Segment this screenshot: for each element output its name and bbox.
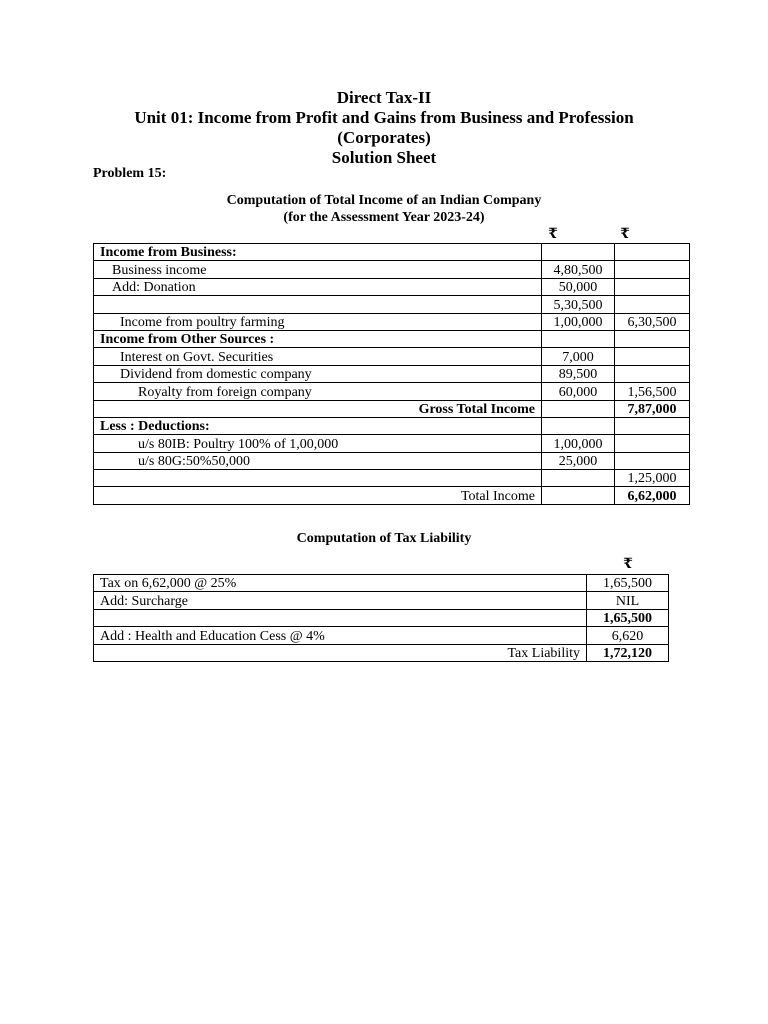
- amount-cell: 1,00,000: [542, 435, 615, 452]
- tax-heading: Computation of Tax Liability: [296, 531, 472, 546]
- amount-cell: [542, 417, 615, 434]
- total-cell: [615, 261, 690, 278]
- row-label: Tax on 6,62,000 @ 25%: [94, 575, 587, 592]
- table-row: [94, 417, 690, 434]
- total-cell: 7,87,000: [615, 400, 690, 417]
- document-title: [0, 88, 768, 168]
- table-row: [94, 383, 690, 400]
- row-label: u/s 80G:50%50,000: [94, 452, 542, 469]
- amount-cell: 60,000: [542, 383, 615, 400]
- amount-cell: 1,65,500: [587, 575, 669, 592]
- total-cell: [615, 348, 690, 365]
- amount-cell: NIL: [587, 592, 669, 609]
- table-row: [94, 452, 690, 469]
- amount-cell: [542, 487, 615, 504]
- row-label: Less : Deductions:: [94, 417, 542, 434]
- total-cell: [615, 452, 690, 469]
- amount-cell: [542, 470, 615, 487]
- row-label: u/s 80IB: Poultry 100% of 1,00,000: [94, 435, 542, 452]
- amount-cell: [542, 400, 615, 417]
- problem-label: Problem 15:: [93, 166, 167, 181]
- table-row: [94, 609, 669, 626]
- rupee-icon: ₹: [620, 227, 630, 242]
- title-line-3: (Corporates): [337, 128, 431, 147]
- row-label: Add: Surcharge: [94, 592, 587, 609]
- total-cell: [615, 244, 690, 261]
- row-label: Total Income: [94, 487, 542, 504]
- table-row: [94, 278, 690, 295]
- total-cell: [615, 417, 690, 434]
- amount-cell: [542, 330, 615, 347]
- amount-cell: 1,00,000: [542, 313, 615, 330]
- total-cell: [615, 435, 690, 452]
- table-row: [94, 261, 690, 278]
- total-cell: [615, 278, 690, 295]
- row-label: Gross Total Income: [94, 400, 542, 417]
- total-cell: [615, 296, 690, 313]
- table-row: [94, 627, 669, 644]
- row-label: Add: Donation: [94, 278, 542, 295]
- table-row: [94, 365, 690, 382]
- table-row: [94, 330, 690, 347]
- rupee-icon: ₹: [548, 227, 558, 242]
- total-cell: 6,62,000: [615, 487, 690, 504]
- row-label: Business income: [94, 261, 542, 278]
- table-row: [94, 575, 669, 592]
- income-subheading: (for the Assessment Year 2023-24): [283, 210, 485, 225]
- amount-cell: 6,620: [587, 627, 669, 644]
- tax-liability-table: [93, 574, 669, 662]
- table-row: [94, 313, 690, 330]
- table-row: [94, 592, 669, 609]
- row-label: Income from poultry farming: [94, 313, 542, 330]
- amount-cell: [542, 244, 615, 261]
- row-label: Add : Health and Education Cess @ 4%: [94, 627, 587, 644]
- amount-cell: 4,80,500: [542, 261, 615, 278]
- title-line-4: Solution Sheet: [331, 148, 437, 167]
- total-cell: [615, 330, 690, 347]
- row-label: Interest on Govt. Securities: [94, 348, 542, 365]
- amount-cell: 25,000: [542, 452, 615, 469]
- title-line-2: Unit 01: Income from Profit and Gains from Business and Profession: [134, 108, 634, 127]
- table-row: [94, 400, 690, 417]
- table-row: [94, 644, 669, 661]
- row-label: Income from Business:: [94, 244, 542, 261]
- amount-cell: 89,500: [542, 365, 615, 382]
- row-label: [94, 470, 542, 487]
- table-row: [94, 296, 690, 313]
- row-label: Royalty from foreign company: [94, 383, 542, 400]
- amount-cell: 50,000: [542, 278, 615, 295]
- title-line-1: Direct Tax-II: [336, 88, 432, 107]
- total-cell: [615, 365, 690, 382]
- table-row: [94, 348, 690, 365]
- table-row: [94, 470, 690, 487]
- total-income-table: [93, 243, 690, 505]
- amount-cell: 1,65,500: [587, 609, 669, 626]
- total-cell: 1,25,000: [615, 470, 690, 487]
- table-row: [94, 487, 690, 504]
- table-row: [94, 435, 690, 452]
- amount-cell: 7,000: [542, 348, 615, 365]
- amount-cell: 1,72,120: [587, 644, 669, 661]
- row-label: Dividend from domestic company: [94, 365, 542, 382]
- amount-cell: 5,30,500: [542, 296, 615, 313]
- row-label: Income from Other Sources :: [94, 330, 542, 347]
- total-cell: 1,56,500: [615, 383, 690, 400]
- total-cell: 6,30,500: [615, 313, 690, 330]
- table-row: [94, 244, 690, 261]
- row-label: [94, 609, 587, 626]
- row-label: Tax Liability: [94, 644, 587, 661]
- rupee-icon: ₹: [623, 557, 633, 572]
- row-label: [94, 296, 542, 313]
- income-heading: Computation of Total Income of an Indian Company: [226, 193, 542, 208]
